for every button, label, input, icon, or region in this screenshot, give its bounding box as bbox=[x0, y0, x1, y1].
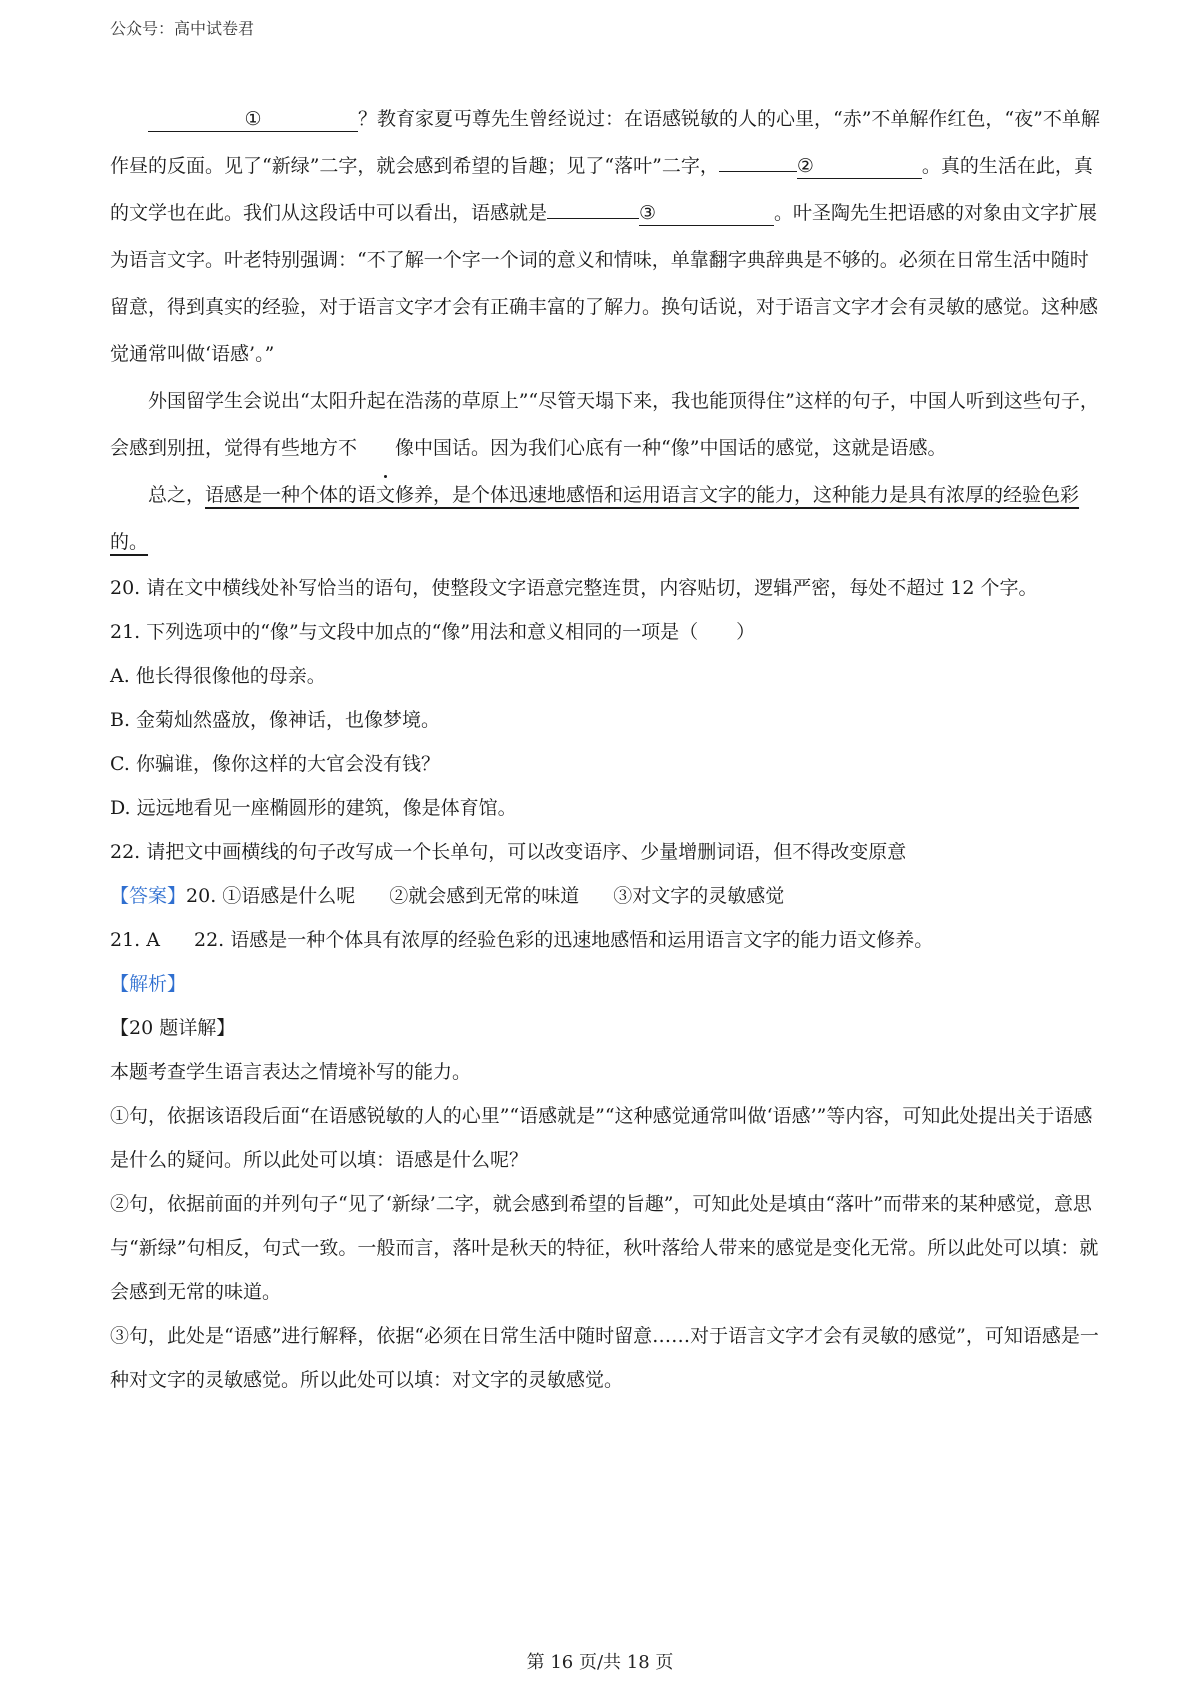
answer-21: 21. A bbox=[110, 929, 160, 951]
analysis-line-4: ③句，此处是“语感”进行解释，依据“必须在日常生活中随时留意……对于语言文字才会有灵敏的感觉”，可知语感是一种对文字的灵敏感觉。所以此处可以填：对文字的灵敏感觉。 bbox=[110, 1325, 1099, 1391]
fill-blank-3-start[interactable] bbox=[547, 218, 639, 219]
analysis-subheading: 【20 题详解】 bbox=[110, 1017, 236, 1039]
answer-line-2 bbox=[110, 918, 1100, 962]
question-21: 21. 下列选项中的“像”与文段中加点的“像”用法和意义相同的一项是（ ） bbox=[110, 621, 756, 643]
answer-20-2: ②就会感到无常的味道 bbox=[389, 885, 580, 907]
analysis-tag: 【解析】 bbox=[110, 973, 187, 995]
analysis-line-3: ②句，依据前面的并列句子“见了‘新绿’二字，就会感到希望的旨趣”，可知此处是填由“落叶”而带来的某种感觉，意思与“新绿”句相反，句式一致。一般而言，落叶是秋天的特征，秋叶落给人带来的感觉是变化无常。所以此处可以填：就会感到无常的味道。 bbox=[110, 1193, 1099, 1303]
question-20: 20. 请在文中横线处补写恰当的语句，使整段文字语意完整连贯，内容贴切，逻辑严密，每处不超过 12 个字。 bbox=[110, 577, 1038, 599]
passage-text: 总之， bbox=[148, 484, 206, 506]
fill-blank-2[interactable]: ② bbox=[797, 154, 922, 179]
passage-text: 外国留学生会说出“太阳升起在浩荡的草原上”“尽管天塌下来，我也能顶得住”这样的句子，中国人听到这些句子，会感到别扭，觉得有些地方不 bbox=[110, 390, 1099, 459]
fill-blank-3[interactable]: ③ bbox=[639, 201, 774, 226]
answer-line-1 bbox=[110, 874, 1100, 918]
option-b[interactable]: B. 金菊灿然盛放，像神话，也像梦境。 bbox=[110, 709, 441, 731]
analysis-tag-line bbox=[110, 962, 1100, 1006]
answer-20-1: 20. ①语感是什么呢 bbox=[186, 885, 356, 907]
passage-text: 。叶圣陶先生把语感的对象由文字扩展为语言文字。叶老特别强调：“不了解一个字一个词的意义和情味，单靠翻字典辞典是不够的。必须在日常生活中随时留意，得到真实的经验，对于语言文字才会有正确丰富的了解力。换句话说，对于语言文字才会有灵敏的感觉。这种感觉通常叫做‘语感’。” bbox=[110, 202, 1099, 365]
option-d[interactable]: D. 远远地看见一座椭圆形的建筑，像是体育馆。 bbox=[110, 797, 517, 819]
underlined-sentence: 语感是一种个体的语文修养，是个体迅速地感悟和运用语言文字的能力，这种能力是具有浓厚的经验色彩的。 bbox=[110, 484, 1080, 553]
page-number: 第 16 页/共 18 页 bbox=[526, 1652, 674, 1673]
passage-text: 中国话。因为我们心底有一种“像”中国话的感觉，这就是语感。 bbox=[414, 437, 947, 459]
passage-paragraph-2 bbox=[110, 378, 1100, 472]
answer-tag: 【答案】 bbox=[110, 885, 187, 907]
passage-text: 。真的生活在此，真的文学也在此。我们从这段话中可以看出，语感就是 bbox=[110, 155, 1093, 224]
page-content bbox=[110, 96, 1100, 1402]
analysis-line-2: ①句，依据该语段后面“在语感锐敏的人的心里”“语感就是”“这种感觉通常叫做‘语感’”等内容，可知此处提出关于语感是什么的疑问。所以此处可以填：语感是什么呢？ bbox=[110, 1105, 1093, 1171]
dotted-character: 像 bbox=[357, 425, 414, 472]
answer-20-3: ③对文字的灵敏感觉 bbox=[613, 885, 785, 907]
answer-22: 22. 语感是一种个体具有浓厚的经验色彩的迅速地感悟和运用语言文字的能力语文修养。 bbox=[193, 929, 934, 951]
fill-blank-2-start[interactable] bbox=[719, 171, 797, 172]
analysis-line-1: 本题考查学生语言表达之情境补写的能力。 bbox=[110, 1061, 472, 1083]
page-header: 公众号：高中试卷君 bbox=[110, 19, 255, 38]
passage-paragraph-1 bbox=[110, 96, 1100, 378]
option-c[interactable]: C. 你骗谁，像你这样的大官会没有钱？ bbox=[110, 753, 440, 775]
passage-text: ？教育家夏丏尊先生曾经说过：在语感锐敏的人的心里，“赤”不单解作红色，“夜”不单解作昼的反面。见了“新绿”二字，就会感到希望的旨趣；见了“落叶”二字， bbox=[110, 108, 1100, 177]
fill-blank-1[interactable]: ① bbox=[148, 107, 358, 132]
option-a[interactable]: A. 他长得很像他的母亲。 bbox=[110, 665, 326, 687]
question-22: 22. 请把文中画横线的句子改写成一个长单句，可以改变语序、少量增删词语，但不得改变原意 bbox=[110, 841, 907, 863]
passage-paragraph-3 bbox=[110, 472, 1100, 566]
